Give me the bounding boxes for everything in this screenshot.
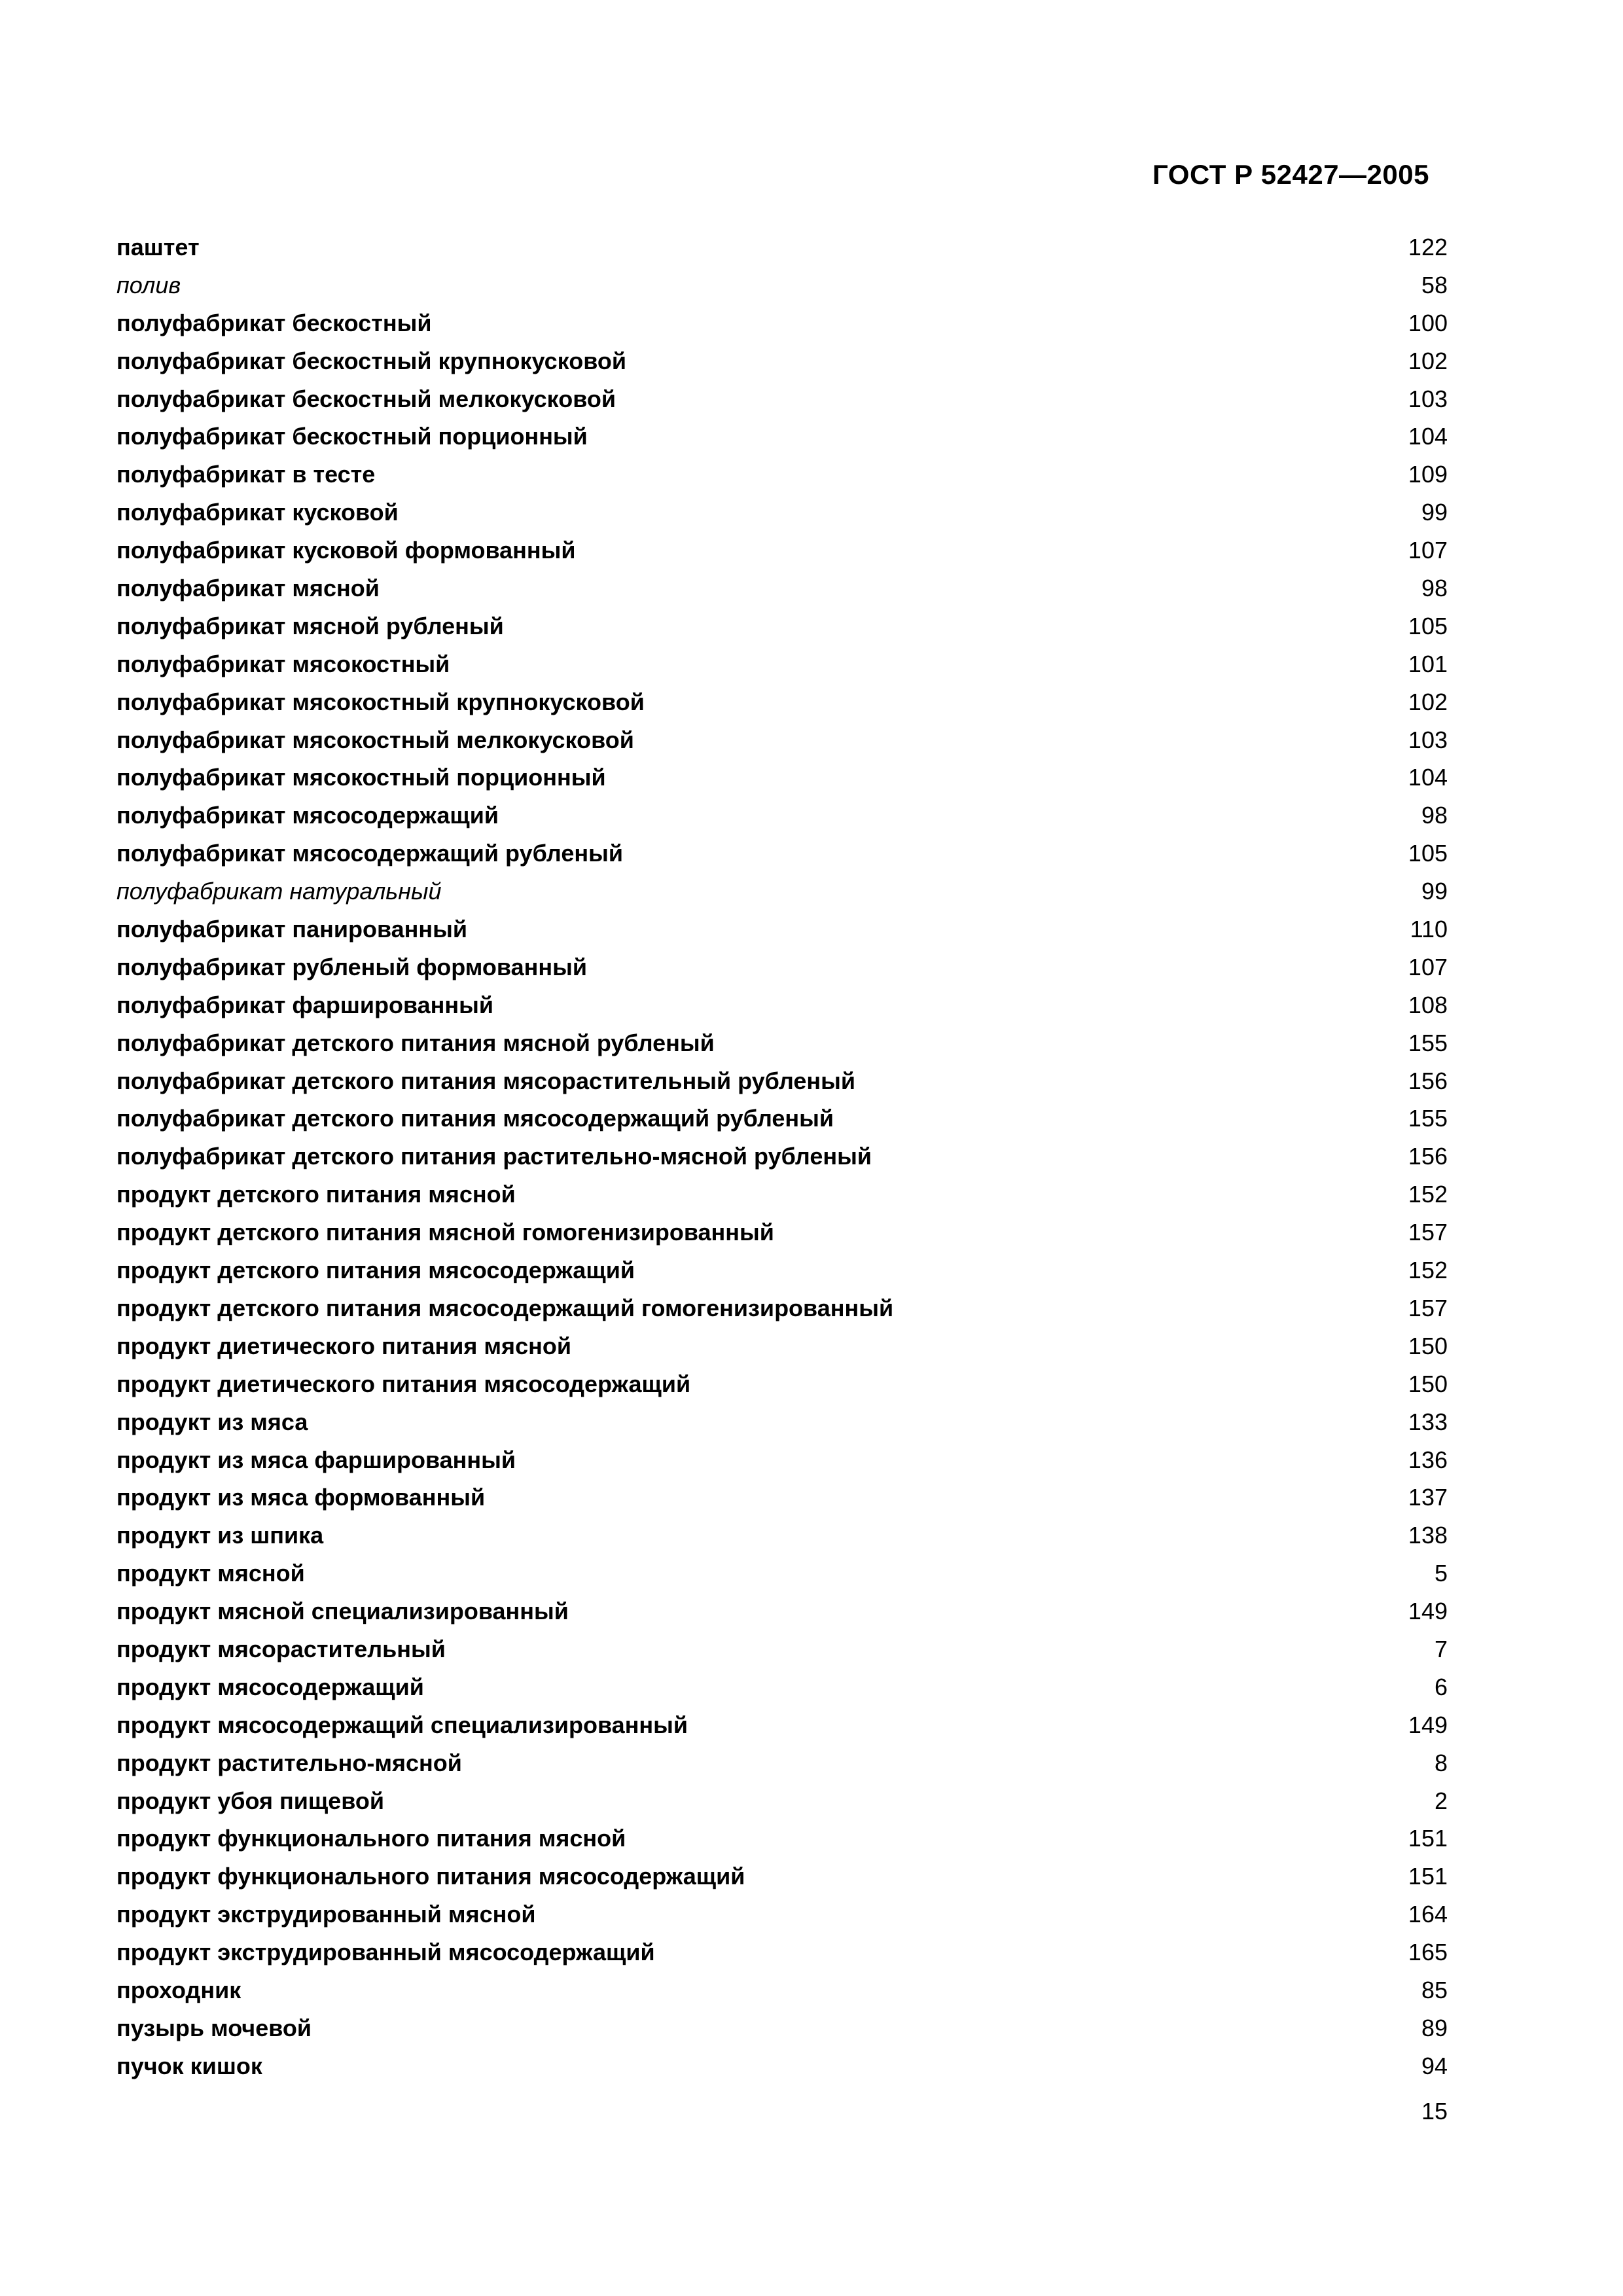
index-term: продукт растительно-мясной — [116, 1749, 462, 1776]
index-term-number: 156 — [1408, 1143, 1448, 1170]
index-entry — [116, 1668, 1448, 1706]
index-term: пузырь мочевой — [116, 2014, 312, 2041]
index-entry — [116, 1895, 1448, 1933]
index-term-number: 102 — [1408, 347, 1448, 374]
index-term: полуфабрикат детского питания растительно-мясной рубленый — [116, 1143, 872, 1170]
index-term-number: 149 — [1408, 1598, 1448, 1625]
index-entry — [116, 1251, 1448, 1289]
index-term-number: 94 — [1421, 2052, 1448, 2079]
index-entry — [116, 531, 1448, 569]
index-entry — [116, 1479, 1448, 1516]
index-entry — [116, 872, 1448, 910]
index-entry — [116, 683, 1448, 721]
index-term-number: 122 — [1408, 234, 1448, 260]
index-entry — [116, 228, 1448, 266]
index-term-number: 155 — [1408, 1029, 1448, 1056]
index-entry — [116, 342, 1448, 380]
index-term-number: 133 — [1408, 1408, 1448, 1435]
index-term-number: 155 — [1408, 1105, 1448, 1132]
index-term-number: 89 — [1421, 2014, 1448, 2041]
index-term-number: 105 — [1408, 840, 1448, 867]
index-term: полуфабрикат рубленый формованный — [116, 953, 587, 980]
index-term: продукт из мяса фаршированный — [116, 1446, 516, 1473]
index-term: полуфабрикат мясокостный крупнокусковой — [116, 688, 645, 715]
index-term-number: 103 — [1408, 385, 1448, 412]
index-term-number: 138 — [1408, 1522, 1448, 1549]
index-term: полуфабрикат натуральный — [116, 878, 442, 905]
index-entry — [116, 1403, 1448, 1441]
index-entry — [116, 1554, 1448, 1592]
index-term: продукт мясной специализированный — [116, 1598, 569, 1625]
index-term-number: 107 — [1408, 537, 1448, 564]
index-entry — [116, 1024, 1448, 1062]
index-term: полуфабрикат бескостный мелкокусковой — [116, 385, 616, 412]
index-term: полуфабрикат мясосодержащий — [116, 802, 499, 829]
index-entry — [116, 2047, 1448, 2085]
index-term-number: 104 — [1408, 764, 1448, 791]
index-term: продукт мясной — [116, 1560, 305, 1587]
index-term: продукт из шпика — [116, 1522, 324, 1549]
index-term-number: 85 — [1421, 1976, 1448, 2003]
index-term: полуфабрикат бескостный — [116, 309, 432, 336]
index-term-number: 164 — [1408, 1901, 1448, 1928]
index-term-number: 98 — [1421, 802, 1448, 829]
index-term-number: 99 — [1421, 878, 1448, 905]
index-entry — [116, 607, 1448, 645]
index-entry — [116, 1213, 1448, 1251]
index-term: полуфабрикат мясокостный мелкокусковой — [116, 726, 634, 753]
index-entry — [116, 493, 1448, 531]
index-term-number: 107 — [1408, 953, 1448, 980]
index-term: полуфабрикат детского питания мясосодержащий рубленый — [116, 1105, 834, 1132]
index-entry — [116, 1630, 1448, 1668]
index-term: продукт из мяса — [116, 1408, 308, 1435]
index-term: полуфабрикат детского питания мясорастительный рубленый — [116, 1067, 855, 1094]
index-term: полуфабрикат мясосодержащий рубленый — [116, 840, 623, 867]
term-index-list — [116, 228, 1448, 2085]
index-term-number: 108 — [1408, 991, 1448, 1018]
index-term-number: 151 — [1408, 1863, 1448, 1890]
index-term: продукт мясосодержащий специализированный — [116, 1711, 688, 1738]
index-term: полив — [116, 271, 181, 298]
index-term: продукт детского питания мясной гомогенизированный — [116, 1219, 774, 1246]
index-entry — [116, 1820, 1448, 1857]
index-term-number: 5 — [1434, 1560, 1448, 1587]
index-entry — [116, 1933, 1448, 1971]
index-entry — [116, 380, 1448, 418]
index-entry — [116, 721, 1448, 759]
index-term: полуфабрикат бескостный порционный — [116, 423, 588, 450]
index-term: полуфабрикат кусковой формованный — [116, 537, 576, 564]
index-term-number: 58 — [1421, 271, 1448, 298]
index-term: продукт детского питания мясосодержащий — [116, 1257, 635, 1284]
document-header: ГОСТ Р 52427—2005 — [1152, 159, 1429, 190]
index-entry — [116, 1744, 1448, 1782]
index-term-number: 8 — [1434, 1749, 1448, 1776]
index-term: продукт экструдированный мясной — [116, 1901, 536, 1928]
index-entry — [116, 948, 1448, 986]
index-entry — [116, 1327, 1448, 1365]
index-term-number: 109 — [1408, 461, 1448, 488]
index-term-number: 102 — [1408, 688, 1448, 715]
index-term-number: 165 — [1408, 1939, 1448, 1966]
index-term-number: 156 — [1408, 1067, 1448, 1094]
index-entry — [116, 1100, 1448, 1138]
index-term: полуфабрикат в тесте — [116, 461, 376, 488]
index-entry — [116, 418, 1448, 456]
index-entry — [116, 266, 1448, 304]
index-term: продукт диетического питания мясной — [116, 1332, 571, 1359]
index-entry — [116, 797, 1448, 834]
index-term: продукт мясорастительный — [116, 1635, 446, 1662]
index-term-number: 101 — [1408, 650, 1448, 677]
index-term-number: 150 — [1408, 1332, 1448, 1359]
index-term: полуфабрикат мясокостный порционный — [116, 764, 606, 791]
index-term: продукт функционального питания мясосодержащий — [116, 1863, 745, 1890]
index-entry — [116, 304, 1448, 342]
index-term-number: 2 — [1434, 1787, 1448, 1814]
index-entry — [116, 759, 1448, 797]
index-entry — [116, 834, 1448, 872]
index-term: полуфабрикат мясной рубленый — [116, 612, 504, 639]
index-term: полуфабрикат бескостный крупнокусковой — [116, 347, 626, 374]
index-term-number: 157 — [1408, 1294, 1448, 1321]
index-entry — [116, 1971, 1448, 2009]
index-term-number: 104 — [1408, 423, 1448, 450]
index-term-number: 151 — [1408, 1825, 1448, 1852]
index-term: продукт детского питания мясосодержащий гомогенизированный — [116, 1294, 894, 1321]
index-term-number: 157 — [1408, 1219, 1448, 1246]
index-term-number: 137 — [1408, 1484, 1448, 1511]
index-entry — [116, 1365, 1448, 1403]
index-term-number: 150 — [1408, 1370, 1448, 1397]
page-number: 15 — [1421, 2098, 1448, 2125]
index-term-number: 7 — [1434, 1635, 1448, 1662]
index-term: продукт диетического питания мясосодержащий — [116, 1370, 691, 1397]
index-entry — [116, 456, 1448, 493]
index-entry — [116, 1706, 1448, 1744]
index-entry — [116, 986, 1448, 1024]
index-entry — [116, 1441, 1448, 1479]
index-term-number: 98 — [1421, 575, 1448, 602]
index-term-number: 103 — [1408, 726, 1448, 753]
index-term: полуфабрикат кусковой — [116, 499, 399, 526]
index-entry — [116, 1289, 1448, 1327]
index-term: полуфабрикат мясной — [116, 575, 380, 602]
index-term: продукт функционального питания мясной — [116, 1825, 626, 1852]
index-entry — [116, 569, 1448, 607]
index-term: полуфабрикат фаршированный — [116, 991, 493, 1018]
index-term-number: 110 — [1410, 916, 1448, 943]
index-entry — [116, 645, 1448, 683]
index-entry — [116, 1175, 1448, 1213]
index-entry — [116, 910, 1448, 948]
index-term-number: 99 — [1421, 499, 1448, 526]
index-term: пучок кишок — [116, 2052, 262, 2079]
index-term-number: 149 — [1408, 1711, 1448, 1738]
index-term-number: 100 — [1408, 309, 1448, 336]
index-entry — [116, 1782, 1448, 1820]
index-term: продукт из мяса формованный — [116, 1484, 486, 1511]
index-term: продукт убоя пищевой — [116, 1787, 385, 1814]
index-term: паштет — [116, 234, 200, 260]
index-entry — [116, 2009, 1448, 2047]
index-entry — [116, 1592, 1448, 1630]
index-term: продукт экструдированный мясосодержащий — [116, 1939, 655, 1966]
index-entry — [116, 1516, 1448, 1554]
index-term: продукт детского питания мясной — [116, 1181, 516, 1208]
index-term-number: 6 — [1434, 1673, 1448, 1700]
index-term: проходник — [116, 1976, 241, 2003]
index-entry — [116, 1857, 1448, 1895]
index-term-number: 136 — [1408, 1446, 1448, 1473]
index-entry — [116, 1138, 1448, 1175]
index-term: продукт мясосодержащий — [116, 1673, 424, 1700]
index-term: полуфабрикат детского питания мясной рубленый — [116, 1029, 715, 1056]
index-term-number: 152 — [1408, 1181, 1448, 1208]
index-term: полуфабрикат панированный — [116, 916, 467, 943]
index-entry — [116, 1062, 1448, 1100]
index-term-number: 105 — [1408, 612, 1448, 639]
index-term-number: 152 — [1408, 1257, 1448, 1284]
index-term: полуфабрикат мясокостный — [116, 650, 450, 677]
